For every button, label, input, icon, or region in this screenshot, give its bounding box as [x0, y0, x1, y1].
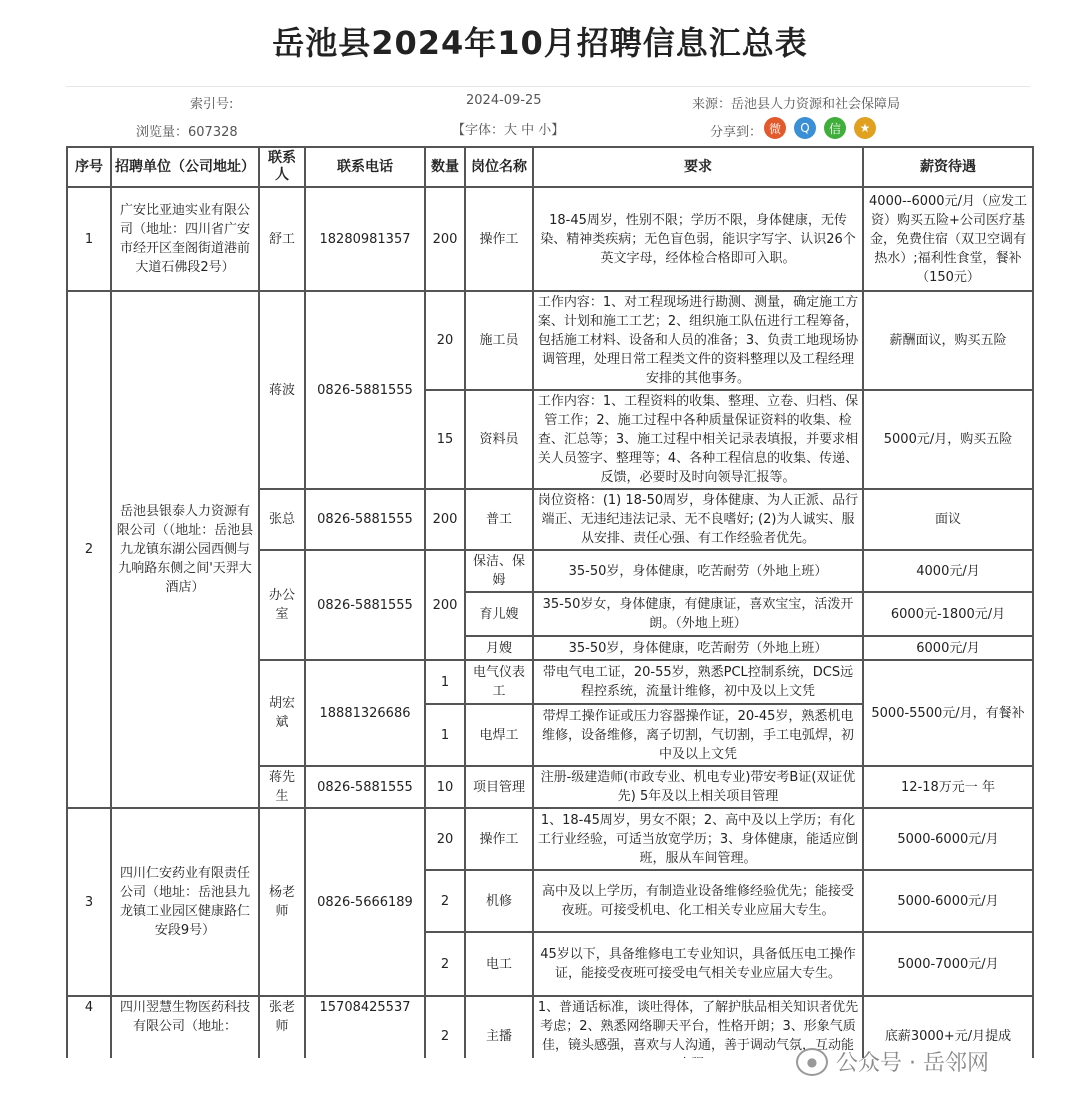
qq-icon[interactable]: Q	[794, 117, 816, 139]
headcount: 2	[425, 870, 465, 932]
table-row	[67, 808, 1033, 870]
salary: 4000元/月	[863, 550, 1033, 592]
publish-date: 2024-09-25	[466, 93, 542, 108]
source: 来源：岳池县人力资源和社会保障局	[692, 97, 901, 112]
requirements: 35-50岁，身体健康，吃苦耐劳（外地上班）	[533, 636, 863, 660]
header-requirements: 要求	[533, 147, 863, 187]
page-title: 岳池县2024年10月招聘信息汇总表	[272, 24, 808, 62]
position-name: 主播	[465, 996, 533, 1076]
favorite-icon[interactable]: ★	[854, 117, 876, 139]
requirements: 1、普通话标准，谈吐得体，了解护肤品相关知识者优先考虑；2、熟悉网络聊天平台，性格开朗；3、形象气质佳，镜头感强，喜欢与人沟通，善于调动气氛，互动能	[533, 996, 863, 1076]
requirements: 45岁以下，具备维修电工专业知识，具备低压电工操作证，能接受夜班可接受电气相关专业应届大专生。	[533, 932, 863, 996]
headcount: 1	[425, 660, 465, 704]
salary: 薪酬面议，购买五险	[863, 291, 1033, 390]
position-name: 月嫂	[465, 636, 533, 660]
position-name: 施工员	[465, 291, 533, 390]
salary: 5000-7000元/月	[863, 932, 1033, 996]
contact-person: 胡宏斌	[259, 660, 305, 766]
position-name: 电工	[465, 932, 533, 996]
requirements: 工作内容：1、对工程现场进行勘测、测量，确定施工方案、计划和施工工艺；2、组织施工队伍进行工程筹备，包括施工材料、设备和人员的准备；3、负责工地现场协调管理，处理日常工程类文件的资料整理以及工程经理安排的其他事务。	[533, 291, 863, 390]
headcount: 1	[425, 704, 465, 766]
phone-number: 0826-5881555	[305, 550, 425, 660]
contact-person: 张总	[259, 489, 305, 550]
phone-number: 18280981357	[305, 187, 425, 291]
requirements: 35-50岁，身体健康，吃苦耐劳（外地上班）	[533, 550, 863, 592]
requirements: 注册-级建造师(市政专业、机电专业)带安考B证(双证优先) 5年及以上相关项目管理	[533, 766, 863, 808]
header-contact: 联系人	[259, 147, 305, 187]
index-label: 索引号:	[190, 97, 234, 112]
headcount: 200	[425, 187, 465, 291]
recruitment-table	[66, 146, 1034, 1077]
share-label: 分享到：	[710, 125, 763, 140]
headcount: 10	[425, 766, 465, 808]
headcount: 20	[425, 291, 465, 390]
position-name: 育儿嫂	[465, 592, 533, 636]
row-no: 3	[67, 808, 111, 996]
header-phone: 联系电话	[305, 147, 425, 187]
phone-number: 18881326686	[305, 660, 425, 766]
salary: 4000--6000元/月（应发工资）购买五险+公司医疗基金，免费住宿（双卫空调有热水）;福利性食堂，餐补（150元）	[863, 187, 1033, 291]
article-meta	[66, 86, 1030, 145]
wechat-official-account-icon: ●	[796, 1048, 828, 1076]
table-header-row	[67, 147, 1033, 187]
contact-person: 办公室	[259, 550, 305, 660]
salary: 5000-5500元/月，有餐补	[863, 660, 1033, 766]
company-name: 四川翌慧生物医药科技有限公司（地址：	[111, 996, 259, 1076]
headcount: 200	[425, 489, 465, 550]
row-no: 2	[67, 291, 111, 808]
contact-person: 张老师	[259, 996, 305, 1076]
company-name: 广安比亚迪实业有限公司（地址：四川省广安市经开区奎阁街道港前大道石佛段2号）	[111, 187, 259, 291]
position-name: 资料员	[465, 390, 533, 489]
header-position: 岗位名称	[465, 147, 533, 187]
row-no: 1	[67, 187, 111, 291]
phone-number: 0826-5881555	[305, 489, 425, 550]
salary: 5000-6000元/月	[863, 870, 1033, 932]
phone-number: 0826-5881555	[305, 766, 425, 808]
header-unit: 招聘单位（公司地址）	[111, 147, 259, 187]
headcount: 2	[425, 996, 465, 1076]
headcount: 15	[425, 390, 465, 489]
view-count: 浏览量：607328	[136, 125, 238, 140]
wechat-icon[interactable]: 信	[824, 117, 846, 139]
contact-person: 蒋先生	[259, 766, 305, 808]
row-no: 4	[67, 996, 111, 1076]
phone-number: 0826-5666189	[305, 808, 425, 996]
requirements: 岗位资格：(1) 18-50周岁，身体健康、为人正派、品行端正、无违纪违法记录、无不良嗜好; (2)为人诚实、服从安排、责任心强、有工作经验者优先。	[533, 489, 863, 550]
position-name: 操作工	[465, 187, 533, 291]
position-name: 电焊工	[465, 704, 533, 766]
company-name: 岳池县银泰人力资源有限公司（（地址：岳池县九龙镇东湖公园西侧与九响路东侧之间'天羿大酒店）	[111, 291, 259, 808]
salary: 5000元/月，购买五险	[863, 390, 1033, 489]
headcount: 20	[425, 808, 465, 870]
watermark-text: 公众号 · 岳邻网	[836, 1051, 989, 1076]
phone-number: 0826-5881555	[305, 291, 425, 489]
header-salary: 薪资待遇	[863, 147, 1033, 187]
salary: 底薪3000+元/月提成	[863, 996, 1033, 1076]
headcount: 200	[425, 550, 465, 660]
requirements: 高中及以上学历，有制造业设备维修经验优先；能接受夜班。可接受机电、化工相关专业应届大专生。	[533, 870, 863, 932]
font-size-switcher[interactable]: 【字体：大 中 小】	[452, 123, 565, 138]
position-name: 机修	[465, 870, 533, 932]
salary: 12-18万元一 年	[863, 766, 1033, 808]
position-name: 项目管理	[465, 766, 533, 808]
salary: 6000元/月	[863, 636, 1033, 660]
salary: 6000元-1800元/月	[863, 592, 1033, 636]
headcount: 2	[425, 932, 465, 996]
table-row	[67, 291, 1033, 390]
requirements: 35-50岁女，身体健康，有健康证，喜欢宝宝，活泼开朗。（外地上班）	[533, 592, 863, 636]
position-name: 操作工	[465, 808, 533, 870]
requirements: 带电气电工证，20-55岁，熟悉PCL控制系统，DCS远程控系统，流量计维修，初中及以上文凭	[533, 660, 863, 704]
position-name: 保洁、保姆	[465, 550, 533, 592]
watermark	[796, 1046, 989, 1077]
position-name: 普工	[465, 489, 533, 550]
salary: 5000-6000元/月	[863, 808, 1033, 870]
position-name: 电气仪表工	[465, 660, 533, 704]
requirements: 1、18-45周岁，男女不限；2、高中及以上学历；有化工行业经验，可适当放宽学历；3、身体健康，能适应倒班，服从车间管理。	[533, 808, 863, 870]
requirements: 带焊工操作证或压力容器操作证，20-45岁，熟悉机电维修，设备维修，离子切割，气切割，手工电弧焊，初中及以上文凭	[533, 704, 863, 766]
company-name: 四川仁安药业有限责任公司（地址：岳池县九龙镇工业园区健康路仁安段9号）	[111, 808, 259, 996]
contact-person: 舒工	[259, 187, 305, 291]
salary: 面议	[863, 489, 1033, 550]
contact-person: 蒋波	[259, 291, 305, 489]
weibo-icon[interactable]: 微	[764, 117, 786, 139]
phone-number: 15708425537	[305, 996, 425, 1076]
requirements: 工作内容：1、工程资料的收集、整理、立卷、归档、保管工作；2、施工过程中各种质量保证资料的收集、检查、汇总等；3、施工过程中相关记录表填报，并要求相关人员签字、整理等；4、各种工程信息的收集、传递、反馈，必要时及时向领导汇报等。	[533, 390, 863, 489]
header-no: 序号	[67, 147, 111, 187]
contact-person: 杨老师	[259, 808, 305, 996]
table-row	[67, 187, 1033, 291]
requirements: 18-45周岁，性别不限；学历不限，身体健康，无传染、精神类疾病；无色盲色弱，能识字写字、认识26个英文字母，经体检合格即可入职。	[533, 187, 863, 291]
header-count: 数量	[425, 147, 465, 187]
